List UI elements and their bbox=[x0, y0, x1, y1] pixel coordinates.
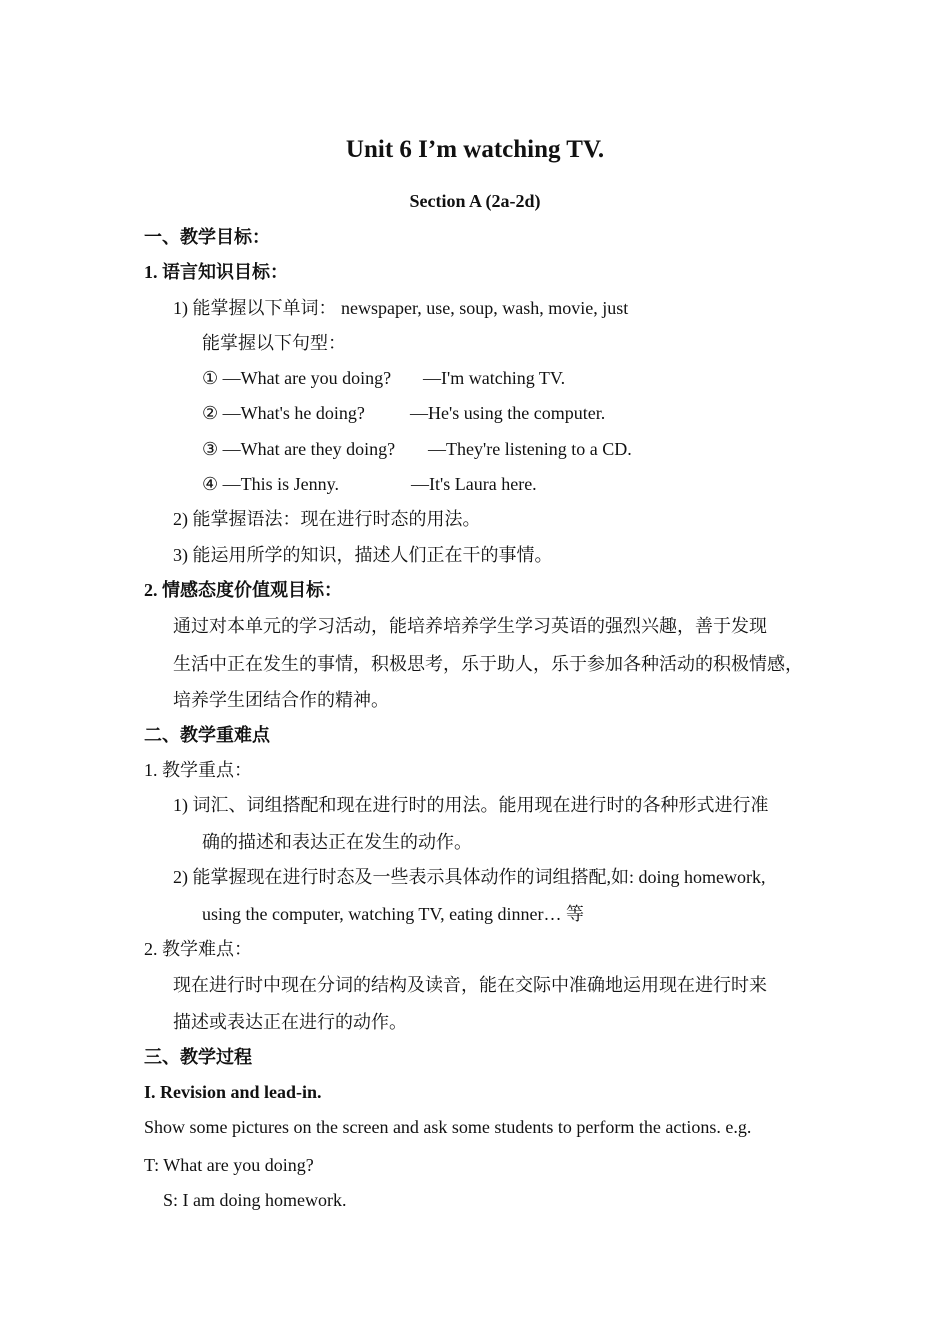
key-points-heading: 1. 教学重点： bbox=[144, 760, 252, 780]
grammar-goal-line: 2) 能掌握语法：现在进行时态的用法。 bbox=[173, 509, 481, 529]
key-point-line: 1) 词汇、词组搭配和现在进行时的用法。能用现在进行时的各种形式进行准 bbox=[173, 795, 769, 815]
teaching-process-heading: 三、教学过程 bbox=[144, 1047, 252, 1067]
key-point-line: 2) 能掌握现在进行时态及一些表示具体动作的词组搭配,如: doing homework, bbox=[173, 867, 766, 887]
sentence-pattern-a: —It's Laura here. bbox=[411, 474, 537, 494]
paragraph-line: 通过对本单元的学习活动，能培养培养学生学习英语的强烈兴趣，善于发现 bbox=[173, 616, 767, 636]
difficult-point-line: 现在进行时中现在分词的结构及读音，能在交际中准确地运用现在进行时来 bbox=[173, 975, 767, 995]
sentence-pattern-a: —They're listening to a CD. bbox=[428, 439, 632, 459]
section-subtitle: Section A (2a-2d) bbox=[409, 191, 541, 211]
sentence-pattern-a: —I'm watching TV. bbox=[423, 368, 566, 388]
sentence-patterns-label: 能掌握以下句型： bbox=[202, 333, 346, 353]
emotional-goal-heading: 2. 情感态度价值观目标： bbox=[144, 580, 342, 600]
teaching-goals-heading: 一、教学目标： bbox=[144, 227, 270, 247]
sentence-pattern-q: ③ —What are they doing? bbox=[202, 439, 396, 459]
application-goal-line: 3) 能运用所学的知识，描述人们正在干的事情。 bbox=[173, 545, 553, 565]
vocabulary-line: 1) 能掌握以下单词： newspaper, use, soup, wash, movie, just bbox=[173, 298, 629, 318]
key-point-line: 确的描述和表达正在发生的动作。 bbox=[202, 832, 472, 852]
sentence-pattern-q: ④ —This is Jenny. bbox=[202, 474, 339, 494]
key-point-line: using the computer, watching TV, eating dinner… 等 bbox=[202, 904, 585, 924]
dialog-student-line: S: I am doing homework. bbox=[163, 1190, 347, 1210]
sentence-pattern-q: ② —What's he doing? bbox=[202, 403, 365, 423]
difficult-points-heading: 2. 教学难点： bbox=[144, 939, 252, 959]
difficult-point-line: 描述或表达正在进行的动作。 bbox=[173, 1012, 407, 1032]
sentence-pattern-q: ① —What are you doing? bbox=[202, 368, 392, 388]
language-goal-heading: 1. 语言知识目标： bbox=[144, 262, 288, 282]
paragraph-line: 培养学生团结合作的精神。 bbox=[173, 690, 389, 710]
key-difficult-points-heading: 二、教学重难点 bbox=[144, 725, 270, 745]
dialog-teacher-line: T: What are you doing? bbox=[144, 1155, 314, 1175]
document-title: Unit 6 I’m watching TV. bbox=[345, 136, 605, 163]
revision-heading: I. Revision and lead-in. bbox=[144, 1082, 322, 1102]
paragraph-line: 生活中正在发生的事情，积极思考，乐于助人，乐于参加各种活动的积极情感， bbox=[173, 654, 803, 674]
sentence-pattern-a: —He's using the computer. bbox=[410, 403, 606, 423]
revision-instruction: Show some pictures on the screen and ask some students to perform the actions. e.g. bbox=[144, 1117, 752, 1137]
